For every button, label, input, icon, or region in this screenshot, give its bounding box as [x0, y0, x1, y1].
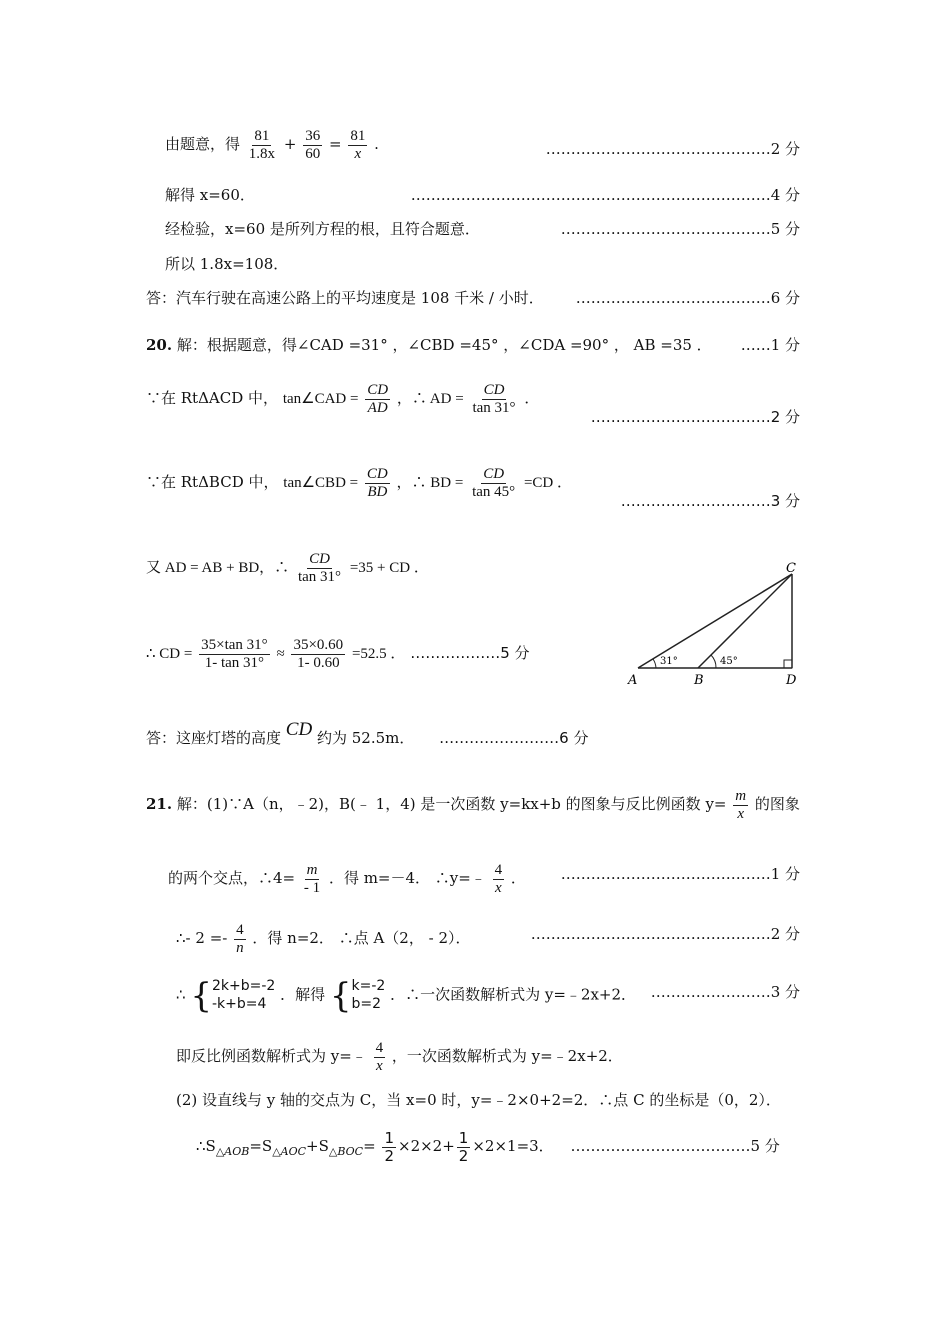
angle-label-45: 45° — [720, 656, 738, 667]
equation-system — [190, 975, 276, 1016]
p19-line3: 经检验，x=60 是所列方程的根，且符合题意． — [165, 220, 480, 238]
p20-answer — [146, 719, 589, 748]
frac-den: 60 — [305, 145, 321, 162]
frac-den: - 1 — [303, 879, 321, 896]
text: ，∴ BD = — [396, 475, 464, 491]
frac-den: tan 31° — [472, 399, 516, 416]
angle-arc-B — [711, 655, 716, 668]
p19-line1 — [165, 128, 379, 162]
problem-number: 20. — [146, 336, 173, 354]
score-mark: ……………………3 分 — [650, 983, 800, 1001]
p20-line2 — [146, 382, 539, 416]
frac-num: CD — [309, 551, 330, 567]
text: ． — [524, 389, 540, 407]
p21-line2 — [168, 862, 526, 896]
text: 答：这座灯塔的高度 — [146, 729, 282, 747]
score-mark: ……………………………………5 分 — [560, 220, 800, 238]
p21-line3 — [176, 922, 471, 956]
score-mark: ………………5 分 — [410, 644, 530, 662]
text: ×2×1=3． — [472, 1137, 554, 1155]
frac-den: tan 31° — [297, 568, 342, 585]
frac-den: x — [354, 145, 362, 162]
frac-num: m — [306, 862, 318, 878]
text: ，一次函数解析式为 y=﹣2x+2． — [391, 1047, 623, 1065]
frac-num: 1 — [384, 1129, 394, 1147]
text: ． — [510, 869, 526, 887]
brace: { — [190, 975, 212, 1016]
frac-num: 35×0.60 — [293, 637, 344, 653]
angle-arc-A — [653, 659, 656, 668]
frac-num: CD — [367, 382, 389, 398]
text: ．解得 — [280, 985, 326, 1004]
p20-line1 — [146, 335, 712, 355]
score-mark: …………………………………6 分 — [575, 289, 800, 307]
frac-den: x — [376, 1057, 383, 1074]
text: 的两个交点，∴4= — [168, 869, 296, 887]
line-AC — [638, 574, 792, 668]
frac-den: tan 45° — [472, 483, 516, 500]
p20-line5 — [146, 637, 530, 671]
subscript: △BOC — [328, 1145, 364, 1158]
score-mark: ………………………………5 分 — [570, 1137, 780, 1155]
text: =52.5 ． — [351, 646, 406, 662]
text: ×2×2+ — [398, 1137, 455, 1155]
line-BC — [698, 574, 792, 668]
text: 由题意，得 — [165, 135, 241, 153]
text: =S — [249, 1137, 273, 1155]
text: 又 AD = AB + BD，∴ — [146, 560, 290, 576]
text: 约为 52.5m． — [316, 729, 415, 747]
problem-number: 21. — [146, 795, 173, 813]
frac-num: 4 — [375, 1040, 384, 1056]
p21-line7 — [196, 1130, 780, 1164]
p21-line6: (2) 设直线与 y 轴的交点为 C，当 x=0 时，y=﹣2×0+2=2．∴点 C 的坐标是（0，2）． — [176, 1091, 781, 1109]
p19-line2: 解得 x=60． — [165, 186, 255, 204]
point-label-C: C — [786, 561, 796, 576]
text: . — [374, 135, 379, 153]
brace: { — [329, 975, 352, 1016]
score-mark: ……1 分 — [740, 336, 800, 354]
text: ∵在 RtΔBCD 中， — [146, 473, 279, 491]
text: CD — [285, 719, 313, 740]
frac-den: 1.8x — [248, 145, 276, 162]
angle-label-31: 31° — [660, 656, 678, 667]
frac-num: m — [735, 788, 747, 804]
frac-den: BD — [367, 483, 388, 500]
p21-line4 — [176, 975, 637, 1016]
op: = — [328, 135, 342, 153]
op: ≈ — [276, 646, 285, 662]
frac-num: 35×tan 31° — [201, 637, 268, 653]
score-mark: ……………………………………1 分 — [560, 865, 800, 883]
score-mark: ……………………6 分 — [439, 729, 589, 747]
text: 的图象 — [754, 795, 800, 813]
score-mark: …………………………3 分 — [620, 492, 800, 510]
frac-num: 4 — [494, 862, 503, 878]
text: =35 + CD ． — [349, 560, 429, 576]
p20-line3 — [146, 466, 572, 500]
text: 解：(1)∵A（n，﹣2)，B(﹣ 1，4) 是一次函数 y=kx+b 的图象与反比例函数 y= — [176, 795, 727, 813]
frac-num: 81 — [350, 128, 366, 144]
point-label-D: D — [786, 673, 797, 688]
p20-line4 — [146, 551, 429, 585]
frac-den: 1- 0.60 — [297, 654, 340, 671]
text: ∴S — [196, 1137, 216, 1155]
equation: -k+b=4 — [211, 995, 267, 1012]
text: tan∠CBD = — [283, 475, 359, 491]
p19-line4: 所以 1.8x=108． — [165, 255, 289, 273]
point-label-A: A — [628, 673, 638, 688]
frac-num: 36 — [305, 128, 321, 144]
text: ，∴ AD = — [396, 391, 464, 407]
text: +S — [306, 1137, 329, 1155]
text: ∴ — [176, 985, 186, 1004]
frac-num: 4 — [236, 922, 244, 938]
score-mark: ………………………………………………………………4 分 — [410, 186, 800, 204]
p21-line5 — [176, 1040, 623, 1074]
text: 解：根据题意，得∠CAD =31° ，∠CBD =45° ，∠CDA =90° ， AB =35 ． — [176, 336, 712, 354]
frac-num: 81 — [254, 128, 270, 144]
text: = — [363, 1137, 376, 1155]
frac-num: CD — [483, 466, 505, 482]
text: =CD ． — [523, 475, 573, 491]
equation: b=2 — [351, 995, 382, 1012]
point-label-B: B — [694, 673, 704, 688]
subscript: △AOC — [272, 1145, 307, 1158]
frac-den: AD — [367, 399, 388, 416]
text: ．得 n=2． ∴点 A（2， - 2）． — [252, 929, 471, 947]
text: 即反比例函数解析式为 y=﹣ — [176, 1047, 367, 1065]
p21-line1 — [146, 788, 800, 822]
equation: 2k+b=-2 — [211, 978, 276, 994]
score-mark: ………………………………2 分 — [590, 408, 800, 426]
frac-den: n — [236, 939, 244, 956]
equation-system — [329, 975, 386, 1016]
op: + — [283, 135, 297, 153]
equation: k=-2 — [351, 978, 386, 994]
right-angle-mark — [784, 660, 792, 668]
frac-den: x — [495, 879, 502, 896]
text: ∴ CD = — [146, 646, 193, 662]
text: ．得 m=－4． ∴y=﹣ — [328, 869, 486, 887]
frac-den: 2 — [458, 1146, 469, 1165]
score-mark: ………………………………………2 分 — [545, 140, 800, 158]
text: ∵在 RtΔACD 中， — [146, 389, 279, 407]
frac-den: x — [737, 805, 745, 822]
frac-num: 1 — [458, 1129, 469, 1147]
p19-answer: 答：汽车行驶在高速公路上的平均速度是 108 千米 / 小时． — [146, 289, 544, 307]
text: ∴- 2 =- — [176, 929, 228, 947]
score-mark: …………………………………………2 分 — [530, 925, 800, 943]
frac-num: CD — [483, 382, 505, 398]
text: tan∠CAD = — [282, 391, 359, 407]
triangle-figure — [620, 558, 820, 690]
frac-num: CD — [366, 466, 388, 482]
text: ．∴一次函数解析式为 y=﹣2x+2． — [390, 985, 637, 1004]
frac-den: 2 — [384, 1146, 394, 1165]
frac-den: 1- tan 31° — [204, 654, 265, 671]
subscript: △AOB — [215, 1145, 250, 1158]
